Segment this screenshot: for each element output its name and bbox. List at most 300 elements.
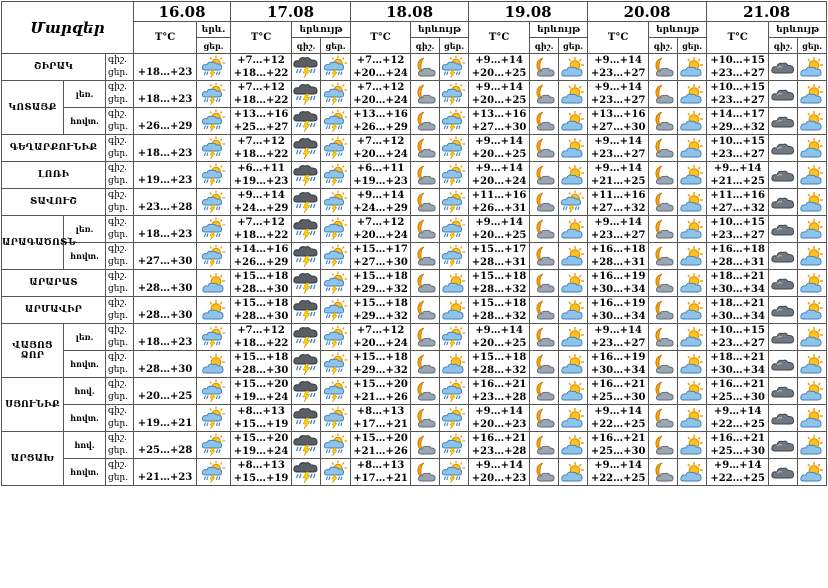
thunderstorm-icon [292, 325, 320, 349]
day-temp: +20…+25 [471, 230, 527, 241]
partly-cloudy-day-icon [678, 218, 706, 240]
thunderstorm-icon [292, 82, 320, 106]
weather-icon-cell [292, 432, 321, 459]
night-temp: +15…+18 [353, 352, 408, 363]
temp-value: +19…+21 [134, 405, 197, 432]
weather-icon-cell [678, 54, 707, 81]
day-temp: +30…+34 [590, 311, 646, 322]
night-temp: +11…+16 [710, 190, 765, 201]
night-label: գիշ. [108, 55, 127, 65]
weather-icon-cell [411, 270, 440, 297]
table-row [2, 81, 827, 108]
temp-range [469, 81, 530, 108]
night-temp: +15…+20 [353, 433, 408, 444]
night-temp: +11…+16 [590, 190, 646, 201]
table-row [2, 405, 827, 432]
temp-range [351, 108, 411, 135]
temp-value: +21…+23 [134, 459, 197, 486]
forecast-body [2, 54, 827, 486]
night-label: գիշ. [108, 325, 127, 335]
weather-icon-cell [798, 378, 827, 405]
weather-icon-cell [769, 216, 798, 243]
region-name: ՎԱՅՈՑ ՁՈՐ [2, 324, 64, 378]
region-name: ԱՐՄԱՎԻՐ [2, 297, 106, 324]
weather-icon-cell [678, 189, 707, 216]
weather-icon-cell [411, 297, 440, 324]
weather-icon-cell [678, 108, 707, 135]
weather-icon-cell [530, 432, 559, 459]
night-temp: +7…+12 [237, 55, 285, 66]
night-temp: +7…+12 [237, 217, 285, 228]
phenomenon-header: երևույթ [649, 22, 707, 38]
weather-icon-cell [798, 216, 827, 243]
partly-cloudy-day-icon [559, 272, 587, 294]
weather-icon-cell [440, 81, 469, 108]
time-of-day [106, 324, 134, 351]
temp-header: T°C [231, 22, 292, 54]
cloudy-icon [769, 218, 797, 240]
partly-cloudy-day-icon [678, 110, 706, 132]
weather-icon-cell [321, 459, 351, 486]
day-temp: +23…+27 [590, 68, 646, 79]
temp-range [469, 270, 530, 297]
day-temp: +23…+28 [471, 446, 527, 457]
temp-range [707, 216, 769, 243]
weather-icon-cell [559, 351, 588, 378]
zone-label: հովտ. [64, 351, 106, 378]
night-temp: +18…+21 [710, 298, 765, 309]
temp-range [707, 54, 769, 81]
weather-icon-cell [798, 270, 827, 297]
weather-icon-cell [197, 81, 231, 108]
temp-range [707, 162, 769, 189]
night-temp: +8…+13 [237, 460, 285, 471]
night-label: գիշ. [108, 217, 127, 227]
day-temp: +19…+23 [233, 176, 289, 187]
table-row [2, 324, 827, 351]
partly-cloudy-day-icon [678, 461, 706, 483]
weather-icon-cell [292, 378, 321, 405]
weather-icon-cell [798, 324, 827, 351]
weather-icon-cell [559, 459, 588, 486]
day-label: ցեր. [108, 392, 129, 402]
night-temp: +7…+12 [237, 136, 285, 147]
day-temp: +21…+26 [353, 392, 408, 403]
day-subheader: ցեր. [798, 38, 827, 54]
night-temp: +13…+16 [471, 109, 527, 120]
table-row [2, 54, 827, 81]
weather-icon-cell [411, 243, 440, 270]
weather-icon-cell [798, 459, 827, 486]
weather-icon-cell [197, 216, 231, 243]
night-temp: +15…+20 [353, 379, 408, 390]
sun-rain-storm-icon [559, 190, 587, 214]
weather-icon-cell [559, 54, 588, 81]
weather-icon-cell [321, 432, 351, 459]
weather-icon-cell [321, 216, 351, 243]
partly-cloudy-night-icon [411, 191, 439, 213]
night-temp: +16…+21 [471, 433, 527, 444]
temp-range [231, 297, 292, 324]
day-label: ցեր. [108, 122, 129, 132]
night-label: գիշ. [108, 298, 127, 308]
night-temp: +9…+14 [594, 82, 642, 93]
day-label: ցեր. [108, 68, 129, 78]
weather-icon-cell [321, 108, 351, 135]
weather-icon-cell [769, 81, 798, 108]
partly-cloudy-day-icon [678, 272, 706, 294]
partly-cloudy-day-icon [559, 407, 587, 429]
partly-cloudy-night-icon [530, 245, 558, 267]
weather-icon-cell [530, 189, 559, 216]
temp-range [588, 135, 649, 162]
thunderstorm-icon [292, 352, 320, 376]
weather-icon-cell [197, 324, 231, 351]
sun-rain-storm-icon [321, 244, 350, 268]
partly-cloudy-day-icon [678, 380, 706, 402]
weather-icon-cell [559, 81, 588, 108]
partly-cloudy-night-icon [530, 164, 558, 186]
partly-cloudy-day-icon [559, 164, 587, 186]
zone-label: հով. [64, 432, 106, 459]
night-subheader: գիշ. [530, 38, 559, 54]
weather-icon-cell [411, 378, 440, 405]
temp-range [469, 297, 530, 324]
thunderstorm-icon [292, 163, 320, 187]
partly-cloudy-night-icon [649, 218, 677, 240]
temp-range [588, 378, 649, 405]
night-label: գիշ. [108, 190, 127, 200]
day-temp: +29…+32 [710, 122, 765, 133]
night-temp: +16…+21 [710, 379, 765, 390]
night-temp: +9…+14 [594, 163, 642, 174]
weather-icon-cell [411, 135, 440, 162]
weather-icon-cell [292, 189, 321, 216]
weather-icon-cell [197, 351, 231, 378]
day-temp: +28…+32 [471, 365, 527, 376]
day-temp: +25…+27 [233, 122, 289, 133]
partly-cloudy-day-icon [798, 299, 826, 321]
temp-range [588, 243, 649, 270]
night-temp: +15…+18 [471, 352, 527, 363]
weather-icon-cell [769, 162, 798, 189]
day-temp: +25…+30 [710, 392, 765, 403]
cloudy-icon [769, 461, 797, 483]
day-subheader: ցեր. [321, 38, 351, 54]
night-temp: +10…+15 [710, 82, 765, 93]
night-temp: +9…+14 [475, 55, 523, 66]
night-temp: +15…+18 [353, 298, 408, 309]
weather-icon-cell [559, 432, 588, 459]
night-temp: +9…+14 [594, 217, 642, 228]
day-temp: +24…+29 [233, 203, 289, 214]
partly-cloudy-night-icon [530, 461, 558, 483]
partly-cloudy-day-icon [559, 110, 587, 132]
night-temp: +16…+21 [710, 433, 765, 444]
day-temp: +23…+28 [471, 392, 527, 403]
weather-icon-cell [411, 351, 440, 378]
weather-icon-cell [649, 351, 678, 378]
sun-rain-storm-icon [197, 406, 230, 430]
partly-cloudy-day-icon [197, 272, 230, 294]
day-label: ցեր. [108, 446, 129, 456]
region-name: ՇԻՐԱԿ [2, 54, 106, 81]
thunderstorm-icon [292, 217, 320, 241]
partly-cloudy-day-icon [197, 353, 230, 375]
temp-range [231, 108, 292, 135]
weather-icon-cell [440, 378, 469, 405]
day-label: ցեր. [108, 284, 129, 294]
partly-cloudy-night-icon [649, 461, 677, 483]
day-temp: +20…+24 [353, 338, 408, 349]
region-name: ԱՐՑԱԽ [2, 432, 64, 486]
weather-icon-cell [530, 351, 559, 378]
weather-icon-cell [440, 297, 469, 324]
temp-range [469, 189, 530, 216]
temp-value: +26…+29 [134, 108, 197, 135]
sun-rain-storm-icon [440, 406, 468, 430]
sun-rain-storm-icon [321, 109, 350, 133]
sun-rain-storm-icon [440, 244, 468, 268]
day-temp: +25…+30 [590, 446, 646, 457]
temp-range [588, 459, 649, 486]
partly-cloudy-day-icon [678, 164, 706, 186]
day-temp: +18…+22 [233, 149, 289, 160]
weather-icon-cell [440, 351, 469, 378]
cloudy-icon [769, 56, 797, 78]
temp-range [588, 189, 649, 216]
weather-icon-cell [197, 459, 231, 486]
night-temp: +7…+12 [356, 55, 405, 66]
temp-range [588, 162, 649, 189]
sun-rain-storm-icon [197, 325, 230, 349]
weather-icon-cell [440, 459, 469, 486]
zone-label: լեռ. [64, 81, 106, 108]
partly-cloudy-day-icon [798, 191, 826, 213]
temp-value: +19…+23 [134, 162, 197, 189]
day-temp: +21…+26 [353, 446, 408, 457]
time-of-day [106, 351, 134, 378]
temp-range [231, 135, 292, 162]
day-temp: +29…+32 [353, 365, 408, 376]
night-label: գիշ. [108, 271, 127, 281]
partly-cloudy-night-icon [649, 407, 677, 429]
day-temp: +28…+31 [710, 257, 765, 268]
day-temp: +20…+25 [471, 68, 527, 79]
phenomenon-header: երևույթ [411, 22, 469, 38]
night-label: գիշ. [108, 82, 127, 92]
partly-cloudy-night-icon [530, 353, 558, 375]
weather-icon-cell [440, 270, 469, 297]
sun-rain-storm-icon [197, 217, 230, 241]
weather-icon-cell [678, 351, 707, 378]
weather-icon-cell [559, 108, 588, 135]
day-label: ցեր. [108, 203, 129, 213]
temp-range [231, 351, 292, 378]
weather-icon-cell [678, 81, 707, 108]
temp-range [707, 189, 769, 216]
partly-cloudy-night-icon [411, 83, 439, 105]
date-header: 17.08 [231, 2, 351, 22]
temp-range [351, 243, 411, 270]
partly-cloudy-day-icon [559, 56, 587, 78]
temp-range [231, 162, 292, 189]
temp-range [231, 270, 292, 297]
region-name: ԼՈՌԻ [2, 162, 106, 189]
partly-cloudy-day-icon [798, 56, 826, 78]
night-label: գիշ. [108, 163, 127, 173]
night-temp: +15…+20 [233, 433, 289, 444]
night-temp: +9…+14 [713, 406, 762, 417]
sun-rain-storm-icon [440, 163, 468, 187]
sun-rain-storm-icon [321, 325, 350, 349]
weather-icon-cell [649, 243, 678, 270]
partly-cloudy-day-icon [678, 56, 706, 78]
partly-cloudy-night-icon [649, 245, 677, 267]
night-temp: +10…+15 [710, 325, 765, 336]
temp-value: +20…+25 [134, 378, 197, 405]
weather-icon-cell [440, 189, 469, 216]
date-header: 19.08 [469, 2, 588, 22]
night-label: գիշ. [108, 433, 127, 443]
weather-icon-cell [530, 405, 559, 432]
night-temp: +15…+20 [233, 379, 289, 390]
partly-cloudy-night-icon [530, 56, 558, 78]
day-subheader: ցեր. [678, 38, 707, 54]
weather-icon-cell [321, 351, 351, 378]
night-temp: +7…+12 [356, 82, 405, 93]
partly-cloudy-night-icon [530, 380, 558, 402]
sun-rain-storm-icon [440, 136, 468, 160]
day-temp: +30…+34 [710, 284, 765, 295]
weather-icon-cell [321, 81, 351, 108]
partly-cloudy-day-icon [559, 380, 587, 402]
regions-header: Մարզեր [2, 2, 134, 54]
weather-icon-cell [649, 189, 678, 216]
day-temp: +20…+25 [471, 338, 527, 349]
table-row [2, 135, 827, 162]
weather-icon-cell [559, 243, 588, 270]
day-temp: +23…+27 [710, 338, 765, 349]
temp-range [707, 297, 769, 324]
forecast-table [1, 1, 827, 486]
night-temp: +16…+19 [590, 352, 646, 363]
weather-icon-cell [798, 351, 827, 378]
weather-icon-cell [321, 405, 351, 432]
sun-rain-storm-icon [440, 109, 468, 133]
weather-icon-cell [530, 324, 559, 351]
day-temp: +20…+24 [353, 230, 408, 241]
temp-range [707, 324, 769, 351]
weather-icon-cell [440, 135, 469, 162]
night-temp: +13…+16 [590, 109, 646, 120]
partly-cloudy-night-icon [649, 110, 677, 132]
night-temp: +9…+14 [713, 163, 762, 174]
thunderstorm-icon [292, 190, 320, 214]
cloudy-icon [769, 191, 797, 213]
temp-range [469, 351, 530, 378]
cloudy-icon [769, 299, 797, 321]
temp-header: T°C [469, 22, 530, 54]
table-row [2, 189, 827, 216]
region-name: ԱՐԱԳԱԾՈՏՆ [2, 216, 64, 270]
thunderstorm-icon [292, 406, 320, 430]
day-label: ցեր. [108, 230, 129, 240]
cloudy-icon [769, 110, 797, 132]
partly-cloudy-day-icon [197, 299, 230, 321]
partly-cloudy-night-icon [411, 110, 439, 132]
weather-icon-cell [769, 243, 798, 270]
partly-cloudy-day-icon [559, 434, 587, 456]
temp-range [588, 351, 649, 378]
night-temp: +10…+15 [710, 136, 765, 147]
night-temp: +15…+17 [471, 244, 527, 255]
temp-range [351, 432, 411, 459]
date-header: 21.08 [707, 2, 827, 22]
day-temp: +18…+22 [233, 338, 289, 349]
cloudy-icon [769, 407, 797, 429]
temp-range [351, 405, 411, 432]
weather-icon-cell [649, 54, 678, 81]
weather-icon-cell [769, 108, 798, 135]
table-row [2, 378, 827, 405]
day-temp: +22…+25 [710, 419, 765, 430]
night-temp: +14…+16 [233, 244, 289, 255]
partly-cloudy-night-icon [530, 110, 558, 132]
night-temp: +13…+16 [233, 109, 289, 120]
partly-cloudy-day-icon [559, 137, 587, 159]
partly-cloudy-day-icon [678, 191, 706, 213]
sun-rain-storm-icon [197, 460, 230, 484]
day-subheader: ցեր. [559, 38, 588, 54]
night-temp: +9…+14 [475, 136, 523, 147]
night-temp: +15…+18 [471, 271, 527, 282]
weather-icon-cell [649, 432, 678, 459]
weather-icon-cell [321, 378, 351, 405]
day-temp: +28…+30 [233, 365, 289, 376]
sun-rain-storm-icon [321, 82, 350, 106]
weather-icon-cell [197, 135, 231, 162]
day-temp: +17…+21 [353, 473, 408, 484]
temp-range [231, 459, 292, 486]
weather-icon-cell [411, 108, 440, 135]
partly-cloudy-night-icon [530, 272, 558, 294]
temp-range [588, 108, 649, 135]
night-temp: +9…+14 [594, 55, 642, 66]
temp-range [588, 324, 649, 351]
sun-rain-storm-icon [197, 109, 230, 133]
table-row [2, 459, 827, 486]
temp-range [469, 243, 530, 270]
weather-icon-cell [678, 405, 707, 432]
weather-icon-cell [559, 405, 588, 432]
night-temp: +18…+21 [710, 271, 765, 282]
temp-header: T°C [588, 22, 649, 54]
weather-icon-cell [798, 54, 827, 81]
temp-value: +23…+28 [134, 189, 197, 216]
partly-cloudy-day-icon [678, 137, 706, 159]
partly-cloudy-day-icon [798, 461, 826, 483]
weather-icon-cell [197, 54, 231, 81]
partly-cloudy-day-icon [559, 218, 587, 240]
time-of-day [106, 54, 134, 81]
partly-cloudy-day-icon [440, 299, 468, 321]
partly-cloudy-day-icon [559, 461, 587, 483]
weather-icon-cell [559, 189, 588, 216]
day-temp: +27…+30 [590, 122, 646, 133]
day-temp: +17…+21 [353, 419, 408, 430]
weather-icon-cell [559, 135, 588, 162]
